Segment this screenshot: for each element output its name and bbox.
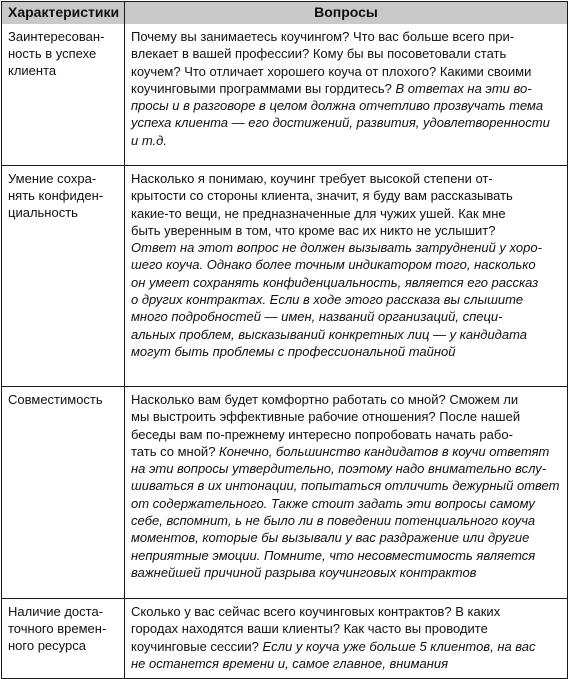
- characteristic-cell: [2, 166, 125, 386]
- question-text: влекает в вашей профессии? Кому бы вы посоветовали стать: [131, 46, 507, 62]
- commentary-text: В ответах на эти во-: [395, 80, 532, 96]
- commentary-text: могут быть проблемы с профессиональной тайной: [131, 343, 456, 359]
- characteristic-line: нять конфиден-: [8, 188, 104, 203]
- question-line: [131, 620, 561, 637]
- question-text: Сколько у вас сейчас всего коучинговых контрактов? В каких: [131, 604, 501, 619]
- question-text: Насколько вам будет комфортно работать со мной? Сможем ли: [131, 392, 519, 407]
- commentary-text: и т.д.: [131, 132, 167, 148]
- commentary-text: много подробностей — имен, названий организаций, специ-: [131, 309, 503, 325]
- question-line: [131, 391, 561, 408]
- question-text: мы выстроить эффективные рабочие отношения? После нашей: [131, 409, 521, 425]
- question-line: [131, 187, 561, 204]
- commentary-text: Ответ на этот вопрос не должен вызывать затруднений у хоро-: [131, 240, 542, 256]
- commentary-text: не останется времени и, самое главное, внимания: [131, 655, 449, 671]
- question-line: [131, 603, 561, 620]
- question-line: [131, 477, 561, 494]
- commentary-text: на эти вопросы утвердительно, поэтому надо внимательно вслу-: [131, 461, 547, 477]
- question-line: [131, 170, 561, 187]
- commentary-text: альных проблем, высказываний конкретных лиц — у кандидата: [131, 326, 528, 342]
- commentary-text: о других контрактах. Если в ходе этого рассказа вы слышите: [131, 292, 524, 308]
- commentary-text: шего коуча. Однако более точным индикатором того, насколько: [131, 257, 536, 273]
- question-line: [131, 308, 561, 325]
- characteristic-line: циальность: [8, 205, 78, 220]
- characteristic-line: Умение сохра-: [8, 171, 97, 186]
- characteristic-line: ность в успехе: [8, 46, 97, 61]
- question-text: какие-то вещи, не предназначенные для чужих ушей. Как мне: [131, 205, 506, 221]
- characteristic-line: клиента: [8, 63, 57, 78]
- question-text: Почему вы занимаетесь коучингом? Что вас больше всего при-: [131, 29, 515, 44]
- questions-cell: [125, 24, 567, 165]
- commentary-text: себе, вспомнит, ь не было ли в поведении потенциального коуча: [131, 513, 536, 529]
- commentary-text: от содержательного. Также стоит задать эти вопросы самому: [131, 495, 535, 511]
- question-line: [131, 564, 561, 581]
- question-line: [131, 239, 561, 256]
- question-line: [131, 97, 561, 114]
- characteristic-line: Заинтересован-: [8, 29, 105, 44]
- question-text: Насколько я понимаю, коучинг требует высокой степени от-: [131, 171, 493, 186]
- question-text: беседы вам по-прежнему интересно попробовать начать рабо-: [131, 426, 513, 442]
- characteristic-line: Совместимость: [8, 392, 103, 407]
- question-line: [131, 443, 561, 460]
- question-line: [131, 460, 561, 477]
- table-row: [2, 24, 567, 165]
- question-line: [131, 495, 561, 512]
- question-text: коучинговые сессии?: [131, 638, 263, 654]
- coach-questions-table: [1, 1, 568, 679]
- commentary-text: моментов, которые бы вызывали у вас раздражение или другие: [131, 530, 530, 546]
- question-text: крытости со стороны клиента, значит, я буду вам рассказывать: [131, 188, 513, 204]
- question-line: [131, 45, 561, 62]
- question-line: [131, 80, 561, 97]
- commentary-text: шиваться в их интонации, попытаться отличить дежурный ответ: [131, 478, 560, 494]
- question-line: [131, 28, 561, 45]
- question-line: [131, 63, 561, 80]
- question-text: городах находятся ваши клиенты? Как часто вы проводите: [131, 621, 488, 637]
- question-line: [131, 512, 561, 529]
- question-text: коучем? Что отличает хорошего коуча от плохого? Какими своими: [131, 63, 532, 79]
- question-text: быть уверенным в том, что кроме вас их никто не услышит?: [131, 222, 496, 238]
- table-row: [2, 598, 567, 678]
- commentary-text: важнейшей причиной разрыва коучинговых контрактов: [131, 564, 477, 580]
- question-line: [131, 529, 561, 546]
- question-line: [131, 222, 561, 239]
- questions-cell: [125, 166, 567, 386]
- questions-cell: [125, 387, 567, 598]
- header-questions: Вопросы: [314, 4, 378, 20]
- commentary-text: успеха клиента — его достижений, развития, удовлетворенности: [131, 115, 550, 131]
- question-line: [131, 638, 561, 655]
- characteristic-line: точного времен-: [8, 621, 107, 636]
- characteristic-cell: [2, 387, 125, 598]
- commentary-text: он умеет сохранять конфиденциальность, является его рассказ: [131, 274, 539, 290]
- characteristic-cell: [2, 599, 125, 678]
- commentary-text: Если у коуча уже больше 5 клиентов, на вас: [262, 638, 536, 654]
- question-line: [131, 326, 561, 343]
- question-text: коучинговыми программами вы гордитесь?: [131, 80, 396, 96]
- question-line: [131, 205, 561, 222]
- question-line: [131, 114, 561, 131]
- characteristic-line: ного ресурса: [8, 638, 86, 653]
- characteristic-line: Наличие доста-: [8, 604, 104, 619]
- table-header-row: [2, 2, 567, 24]
- characteristic-cell: [2, 24, 125, 165]
- question-line: [131, 426, 561, 443]
- commentary-text: просы и в разговоре в целом должна отчетливо прозвучать тема: [131, 98, 544, 114]
- question-line: [131, 408, 561, 425]
- question-line: [131, 256, 561, 273]
- question-line: [131, 274, 561, 291]
- question-line: [131, 343, 561, 360]
- question-line: [131, 655, 561, 672]
- question-line: [131, 547, 561, 564]
- question-text: тать со мной?: [131, 443, 220, 459]
- table-row: [2, 386, 567, 598]
- table-row: [2, 165, 567, 386]
- commentary-text: неприятные эмоции. Помните, что несовместимость является: [131, 547, 536, 563]
- header-characteristics: Характеристики: [2, 2, 125, 24]
- question-line: [131, 132, 561, 149]
- commentary-text: Конечно, большинство кандидатов в коучи ответят: [219, 443, 550, 459]
- questions-cell: [125, 599, 567, 678]
- question-line: [131, 291, 561, 308]
